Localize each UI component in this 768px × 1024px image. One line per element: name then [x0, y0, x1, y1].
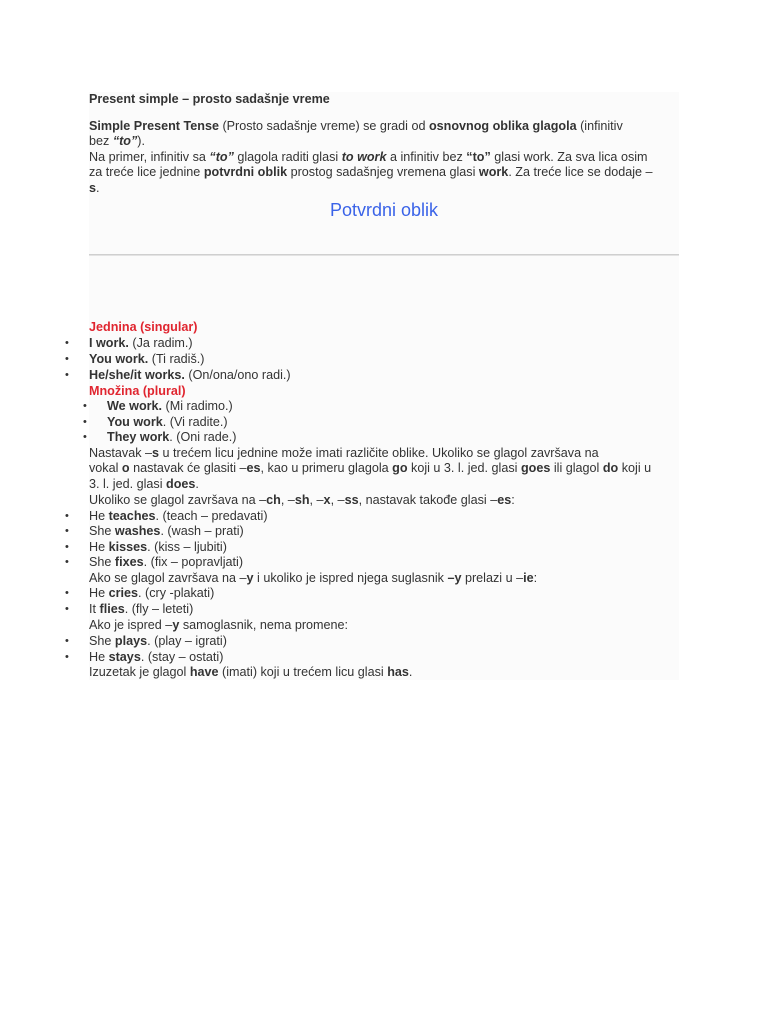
list-item: She fixes. (fix – popravljati) [89, 555, 244, 569]
list-item: We work. (Mi radimo.) [107, 399, 233, 413]
bullet-icon: • [65, 541, 69, 553]
intro-line-5: s. [89, 181, 100, 195]
section-heading: Potvrdni oblik [329, 200, 439, 220]
paragraph-line: vokal o nastavak će glasiti –es, kao u primeru glagola go koji u 3. l. jed. glasi goes ili glagol do koji u [89, 461, 652, 475]
bullet-icon: • [65, 510, 69, 522]
list-item: He stays. (stay – ostati) [89, 650, 224, 664]
list-item: She plays. (play – igrati) [89, 634, 227, 648]
list-item: He teaches. (teach – predavati) [89, 509, 268, 523]
list-item: He/she/it works. (On/ona/ono radi.) [89, 368, 291, 382]
intro-line-4: za treće lice jednine potvrdni oblik prostog sadašnjeg vremena glasi work. Za treće lice se dodaje – [89, 165, 653, 179]
singular-heading: Jednina (singular) [89, 320, 198, 334]
list-item: You work. (Ti radiš.) [89, 352, 205, 366]
bullet-icon: • [65, 635, 69, 647]
bullet-icon: • [65, 369, 69, 381]
bullet-icon: • [65, 651, 69, 663]
bullet-icon: • [65, 603, 69, 615]
list-item: It flies. (fly – leteti) [89, 602, 194, 616]
bullet-icon: • [65, 556, 69, 568]
list-item: He kisses. (kiss – ljubiti) [89, 540, 227, 554]
document-title: Present simple – prosto sadašnje vreme [89, 92, 330, 106]
bullet-icon: • [83, 400, 87, 412]
paragraph-line: 3. l. jed. glasi does. [89, 477, 199, 491]
bullet-icon: • [83, 431, 87, 443]
list-item: You work. (Vi radite.) [107, 415, 228, 429]
bullet-icon: • [65, 337, 69, 349]
bullet-icon: • [83, 416, 87, 428]
horizontal-rule [89, 254, 679, 256]
list-item: I work. (Ja radim.) [89, 336, 193, 350]
paragraph-line: Ako je ispred –y samoglasnik, nema promene: [89, 618, 349, 632]
paragraph-line: Ako se glagol završava na –y i ukoliko je ispred njega suglasnik –y prelazi u –ie: [89, 571, 538, 585]
document-page [65, 92, 679, 680]
intro-line-3: Na primer, infinitiv sa “to” glagola raditi glasi to work a infinitiv bez “to” glasi work. Za sva lica osim [89, 150, 648, 164]
plural-heading: Množina (plural) [89, 384, 186, 398]
intro-line-2: bez “to”). [89, 134, 145, 148]
intro-line-1: Simple Present Tense (Prosto sadašnje vreme) se gradi od osnovnog oblika glagola (infinitiv [89, 119, 623, 133]
list-item: She washes. (wash – prati) [89, 524, 244, 538]
list-item: They work. (Oni rade.) [107, 430, 237, 444]
list-item: He cries. (cry -plakati) [89, 586, 215, 600]
paragraph-line: Izuzetak je glagol have (imati) koji u trećem licu glasi has. [89, 665, 413, 679]
bullet-icon: • [65, 587, 69, 599]
paragraph-line: Ukoliko se glagol završava na –ch, –sh, –x, –ss, nastavak takođe glasi –es: [89, 493, 515, 507]
paragraph-line: Nastavak –s u trećem licu jednine može imati različite oblike. Ukoliko se glagol završava na [89, 446, 599, 460]
bullet-icon: • [65, 353, 69, 365]
bullet-icon: • [65, 525, 69, 537]
